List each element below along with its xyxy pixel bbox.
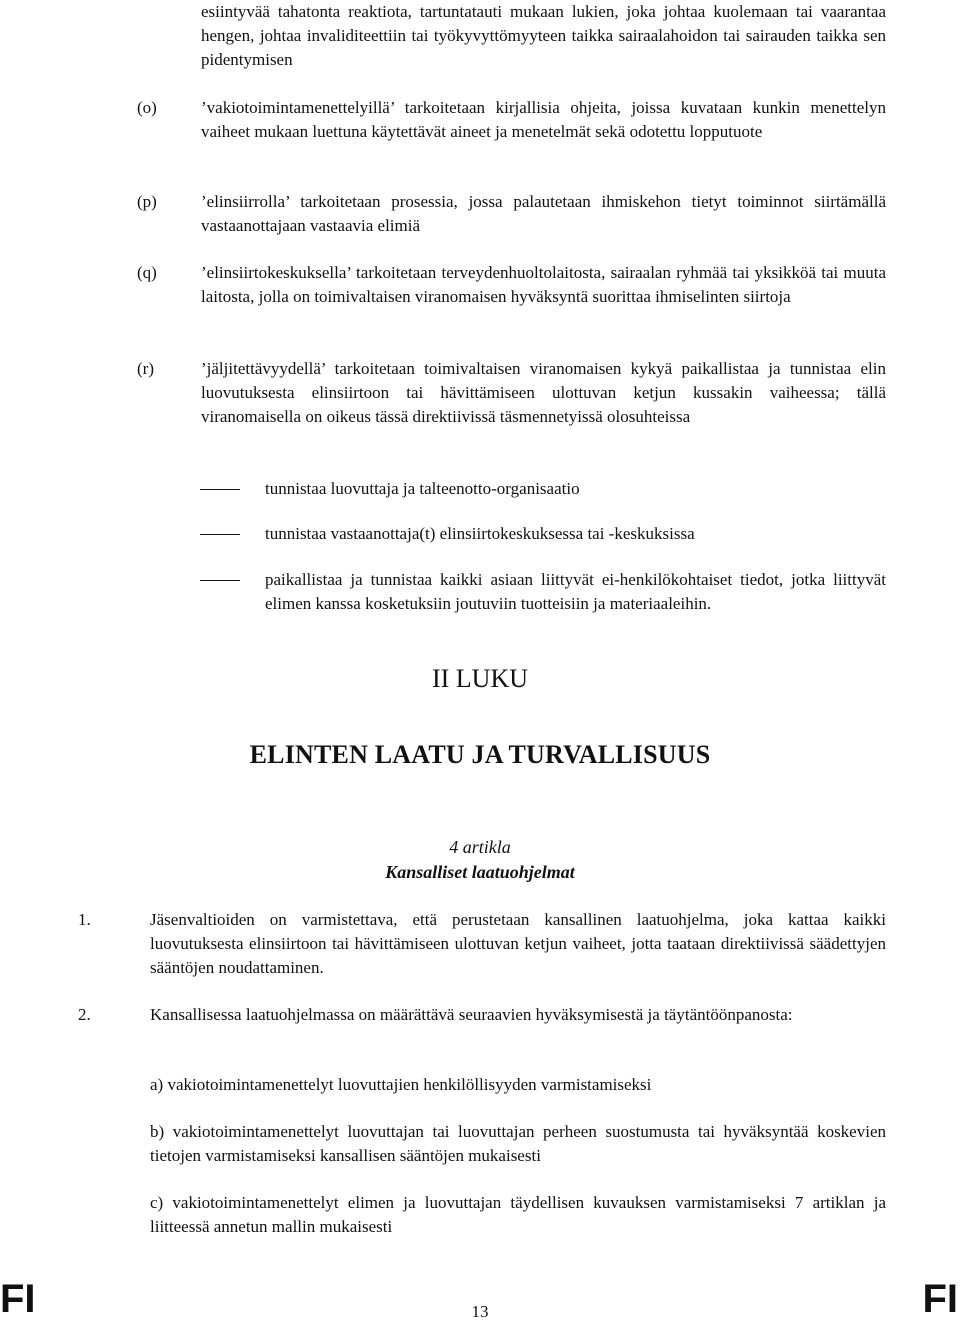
definition-label-p: (p)	[137, 192, 157, 211]
dash-item: tunnistaa luovuttaja ja talteenotto-organisaatio	[265, 479, 580, 498]
sub-item-b: b) vakiotoimintamenettelyt luovuttajan tai luovuttajan perheen suostumusta tai hyväksyntää koskevien tietojen varmistamiseksi kansallisen sääntöjen mukaisesti	[150, 1122, 886, 1165]
definition-label-q: (q)	[137, 263, 157, 282]
dash-bullet	[200, 534, 240, 535]
numbered-paragraph-1: Jäsenvaltioiden on varmistettava, että perustetaan kansallinen laatuohjelma, joka kattaa kaikki luovutuksesta elinsiirtoon tai hävittämiseen ulottuvan ketjun vaiheet, jotta taataan direktiivissä säädettyjen sääntöjen noudattaminen.	[150, 910, 886, 977]
paragraph-number-1: 1.	[78, 910, 91, 929]
numbered-paragraph-2: Kansallisessa laatuohjelmassa on määrättävä seuraavien hyväksymisestä ja täytäntöönpanosta:	[150, 1005, 793, 1024]
definition-q: ’elinsiirtokeskuksella’ tarkoitetaan terveydenhuoltolaitosta, sairaalan ryhmää tai yksikköä tai muuta laitosta, jolla on toimivaltaisen viranomaisen hyväksyntä suorittaa ihmiselinten siirtoja	[201, 263, 886, 306]
page-number: 13	[471, 1302, 489, 1321]
dash-bullet	[200, 489, 240, 490]
article-number: 4 artikla	[449, 837, 511, 857]
footer-language-code-left: FI	[0, 1277, 36, 1321]
definition-o: ’vakiotoimintamenettelyillä’ tarkoitetaan kirjallisia ohjeita, joissa kuvataan kunkin menettelyn vaiheet mukaan luettuna käytettävät aineet ja menetelmät sekä odotettu lopputuote	[201, 98, 886, 141]
definition-p: ’elinsiirrolla’ tarkoitetaan prosessia, jossa palautetaan ihmiskehon tietyt toiminnot siirtämällä vastaanottajaan vastaavia elimiä	[201, 192, 886, 235]
paragraph-number-2: 2.	[78, 1005, 91, 1024]
sub-item-a: a) vakiotoimintamenettelyt luovuttajien henkilöllisyyden varmistamiseksi	[150, 1075, 652, 1094]
footer-language-code-right: FI	[922, 1277, 958, 1321]
chapter-number: II LUKU	[431, 664, 529, 693]
dash-item: tunnistaa vastaanottaja(t) elinsiirtokeskuksessa tai -keskuksissa	[265, 524, 695, 543]
sub-item-c: c) vakiotoimintamenettelyt elimen ja luovuttajan täydellisen kuvauksen varmistamiseksi 7 artiklan ja liitteessä annetun mallin mukaisesti	[150, 1193, 886, 1236]
dash-bullet	[200, 580, 240, 581]
definition-label-r: (r)	[137, 359, 154, 378]
intro-paragraph: esiintyvää tahatonta reaktiota, tartuntatauti mukaan lukien, joka johtaa kuolemaan tai vaarantaa hengen, johtaa invaliditeettiin tai työkyvyttömyyteen taikka sairaalahoidon tai sairauden taikka sen pidentymisen	[201, 2, 886, 69]
dash-item: paikallistaa ja tunnistaa kaikki asiaan liittyvät ei-henkilökohtaiset tiedot, jotka liittyvät elimen kanssa kosketuksiin joutuviin tuotteisiin ja materiaaleihin.	[265, 570, 886, 613]
article-title: Kansalliset laatuohjelmat	[385, 862, 575, 882]
definition-label-o: (o)	[137, 98, 157, 117]
definition-r: ’jäljitettävyydellä’ tarkoitetaan toimivaltaisen viranomaisen kykyä paikallistaa ja tunnistaa elin luovutuksesta elinsiirtoon tai hävittämiseen ulottuvan ketjun kussakin vaiheessa; tällä viranomaisella on oikeus tässä direktiivissä täsmennetyissä olosuhteissa	[201, 359, 886, 426]
chapter-title: ELINTEN LAATU JA TURVALLISUUS	[249, 740, 711, 769]
